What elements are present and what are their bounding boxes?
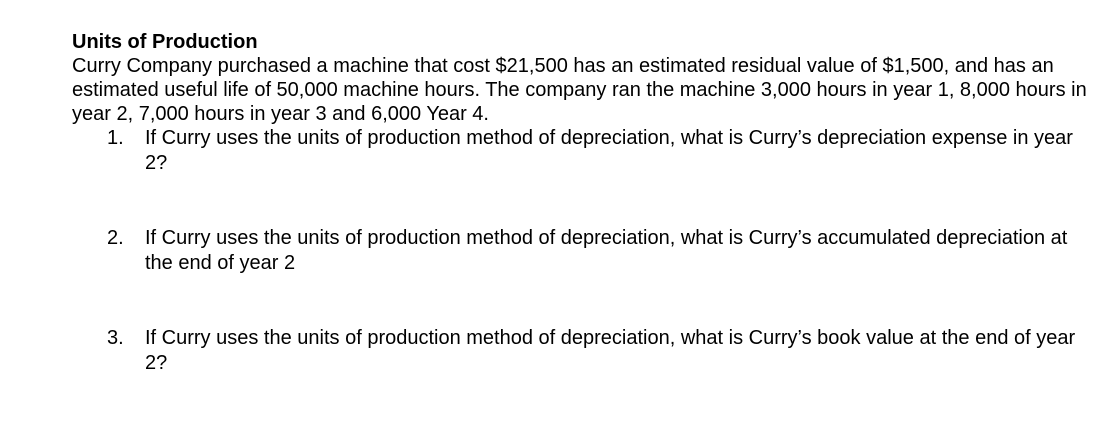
question-number: 3. bbox=[107, 327, 124, 349]
question-text: If Curry uses the units of production method of depreciation, what is Curry’s book value at the end of year 2? bbox=[145, 327, 1076, 374]
question-item bbox=[72, 126, 1092, 176]
question-item bbox=[72, 226, 1092, 276]
document bbox=[72, 30, 1092, 376]
question-text: If Curry uses the units of production method of depreciation, what is Curry’s accumulated depreciation at the end of year 2 bbox=[145, 227, 1068, 274]
problem-statement: Curry Company purchased a machine that cost $21,500 has an estimated residual value of $1,500, and has an estimated useful life of 50,000 machine hours. The company ran the machine 3,000 hours in year 1, 8,000 hours in year 2, 7,000 hours in year 3 and 6,000 Year 4. bbox=[72, 55, 1087, 125]
document-title: Units of Production bbox=[72, 31, 258, 53]
question-list bbox=[72, 126, 1092, 376]
question-number: 2. bbox=[107, 227, 124, 249]
question-number: 1. bbox=[107, 127, 124, 149]
question-text: If Curry uses the units of production method of depreciation, what is Curry’s depreciation expense in year 2? bbox=[145, 127, 1073, 174]
question-item bbox=[72, 326, 1092, 376]
